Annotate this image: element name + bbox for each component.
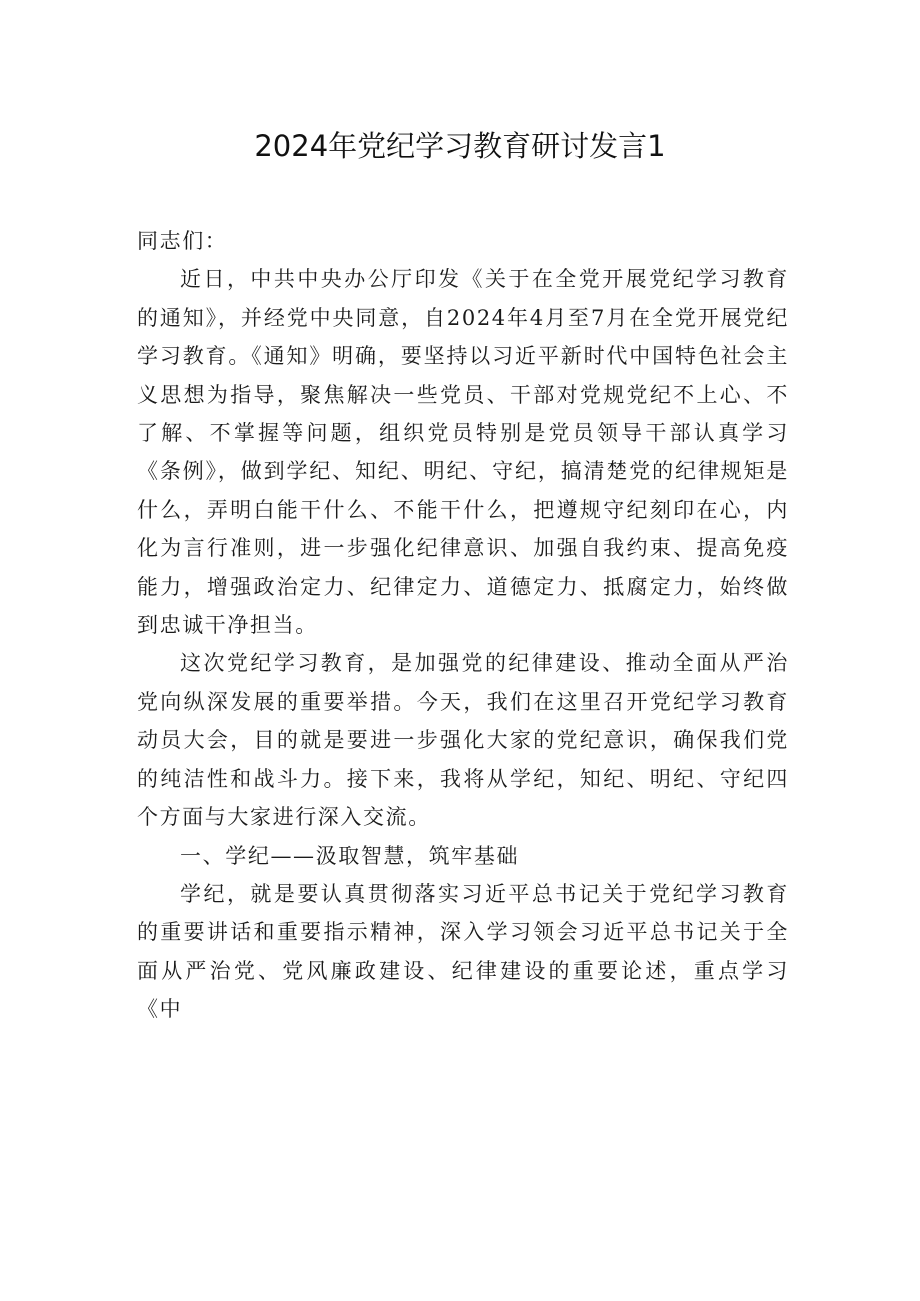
paragraph-1: 近日，中共中央办公厅印发《关于在全党开展党纪学习教育的通知》，并经党中央同意，自2024年4月至7月在全党开展党纪学习教育。《通知》明确，要坚持以习近平新时代中国特色社会主义思想为指导，聚焦解决一些党员、干部对党规党纪不上心、不了解、不掌握等问题，组织党员特别是党员领导干部认真学习《条例》，做到学纪、知纪、明纪、守纪，搞清楚党的纪律规矩是什么，弄明白能干什么、不能干什么，把遵规守纪刻印在心，内化为言行准则，进一步强化纪律意识、加强自我约束、提高免疫能力，增强政治定力、纪律定力、道德定力、抵腐定力，始终做到忠诚干净担当。 (137, 267, 789, 638)
paragraph-2: 这次党纪学习教育，是加强党的纪律建设、推动全面从严治党向纵深发展的重要举措。今天，我们在这里召开党纪学习教育动员大会，目的就是要进一步强化大家的党纪意识，确保我们党的纯洁性和战斗力。接下来，我将从学纪，知纪、明纪、守纪四个方面与大家进行深入交流。 (137, 651, 789, 830)
document-title: 2024年党纪学习教育研讨发言1 (254, 129, 666, 163)
section-heading-1: 一、学纪——汲取智慧，筑牢基础 (180, 843, 520, 868)
salutation: 同志们： (137, 229, 228, 253)
document-body (137, 222, 789, 1029)
paragraph-3: 学纪，就是要认真贯彻落实习近平总书记关于党纪学习教育的重要讲话和重要指示精神，深入学习领会习近平总书记关于全面从严治党、党风廉政建设、纪律建设的重要论述，重点学习《中 (137, 881, 789, 1022)
